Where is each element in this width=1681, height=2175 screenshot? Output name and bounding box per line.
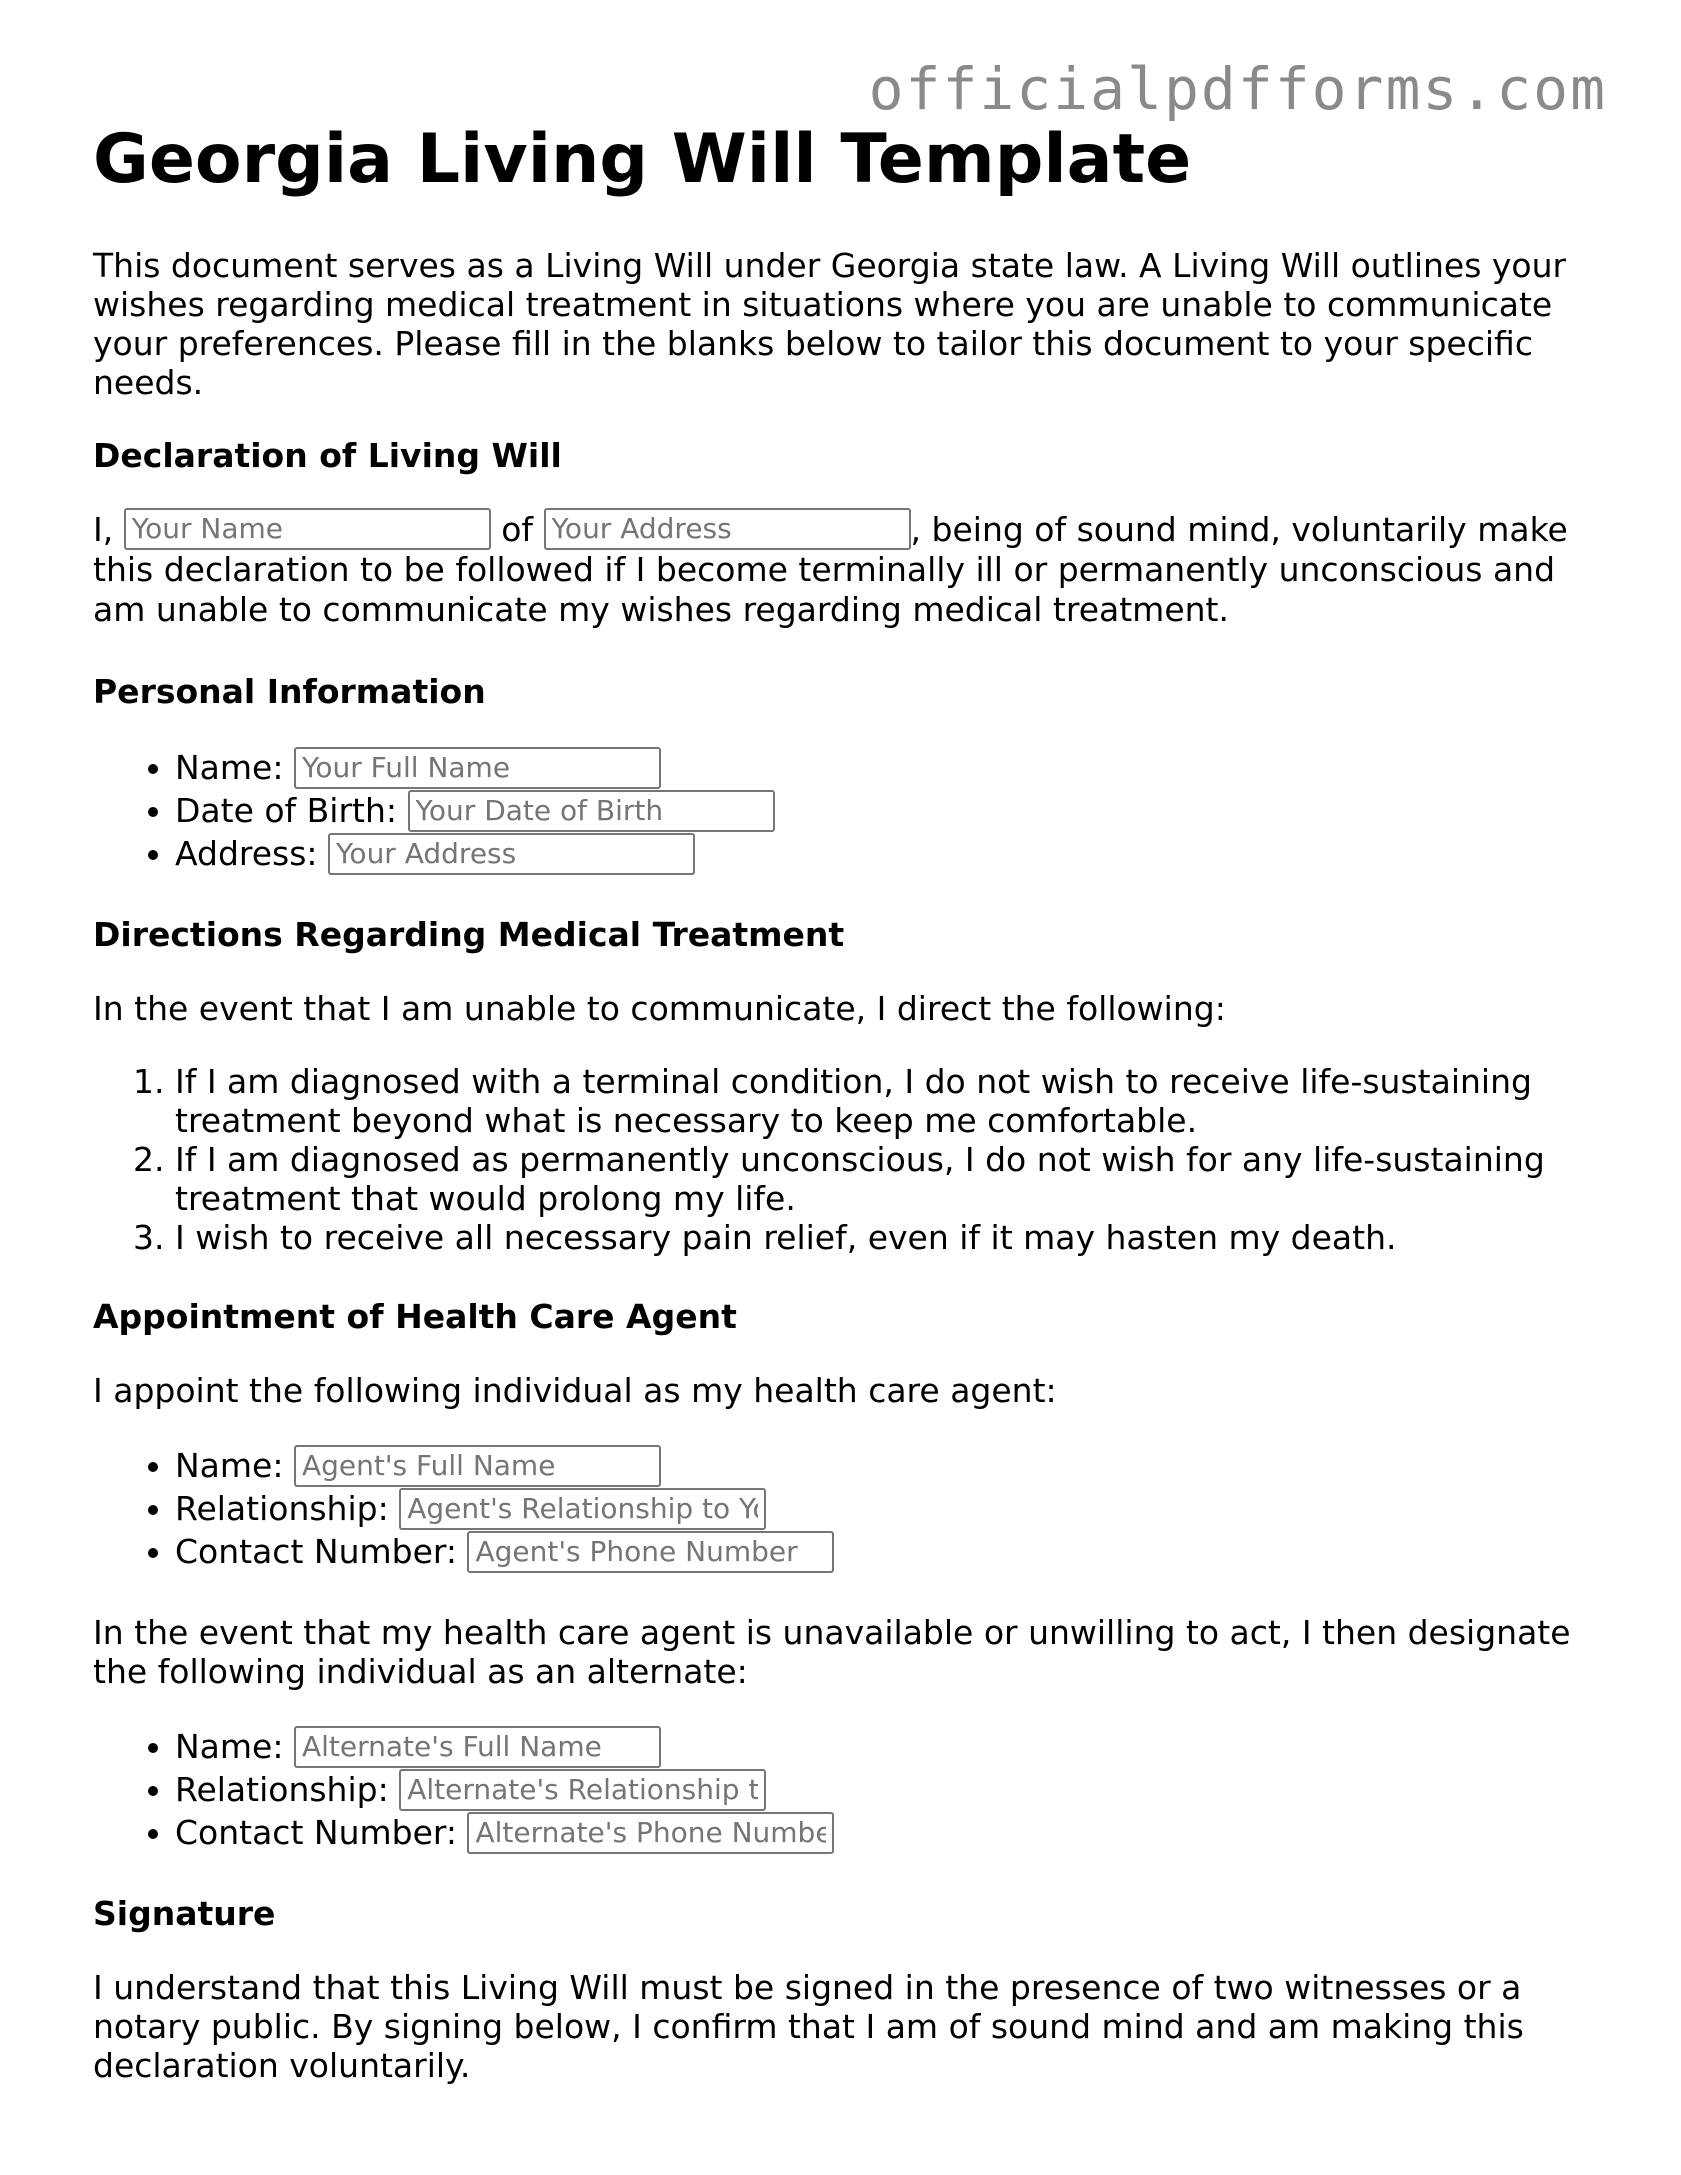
- page-title: Georgia Living Will Template: [93, 120, 1192, 199]
- list-item: [175, 1444, 1593, 1487]
- alternate-relationship-label: Relationship:: [175, 1770, 389, 1809]
- alternate-phone-input[interactable]: [467, 1812, 834, 1854]
- agent-phone-input[interactable]: [467, 1531, 834, 1573]
- list-item: [175, 1768, 1593, 1811]
- agent-relationship-label: Relationship:: [175, 1489, 389, 1528]
- directions-list: [93, 1062, 1593, 1257]
- list-item: [175, 1487, 1593, 1530]
- list-item: [175, 1725, 1593, 1768]
- alternate-contact-label: Contact Number:: [175, 1813, 457, 1852]
- declaration-paragraph: [93, 510, 1593, 630]
- signature-heading: Signature: [93, 1894, 276, 1933]
- list-item: [175, 1811, 1593, 1854]
- agent-intro: I appoint the following individual as my health care agent:: [93, 1371, 1057, 1410]
- document-page: [93, 118, 1593, 2119]
- address-input[interactable]: [328, 833, 695, 875]
- declaration-suffix: , being of sound mind, voluntarily make this declaration to be followed if I become terminally ill or permanently unconscious and am unable to communicate my wishes regarding medical treatment.: [93, 510, 1568, 629]
- agent-name-label: Name:: [175, 1446, 284, 1485]
- declaration-heading: Declaration of Living Will: [93, 436, 562, 475]
- list-item: [175, 789, 1593, 832]
- watermark: officialpdfforms.com: [868, 55, 1607, 123]
- direction-item: 3. I wish to receive all necessary pain relief, even if it may hasten my death.: [175, 1218, 1593, 1257]
- declaration-prefix: I,: [93, 510, 114, 549]
- agent-list: [93, 1444, 1593, 1573]
- direction-item: 2. If I am diagnosed as permanently unconscious, I do not wish for any life-sustaining treatment that would prolong my life.: [175, 1140, 1593, 1218]
- agent-relationship-input[interactable]: [399, 1488, 766, 1530]
- list-item: [175, 832, 1593, 875]
- dob-label: Date of Birth:: [175, 791, 398, 830]
- personal-info-heading: Personal Information: [93, 672, 486, 711]
- alternate-name-input[interactable]: [294, 1726, 661, 1768]
- agent-name-input[interactable]: [294, 1445, 661, 1487]
- address-label: Address:: [175, 834, 318, 873]
- full-name-input[interactable]: [294, 747, 661, 789]
- direction-item: 1. If I am diagnosed with a terminal condition, I do not wish to receive life-sustaining treatment beyond what is necessary to keep me comfortable.: [175, 1062, 1593, 1140]
- agent-contact-label: Contact Number:: [175, 1532, 457, 1571]
- alternate-name-label: Name:: [175, 1727, 284, 1766]
- declaration-of: of: [501, 510, 534, 549]
- agent-heading: Appointment of Health Care Agent: [93, 1297, 737, 1336]
- declarant-address-input[interactable]: [544, 508, 911, 550]
- date-of-birth-input[interactable]: [408, 790, 775, 832]
- declarant-name-input[interactable]: [124, 508, 491, 550]
- directions-intro: In the event that I am unable to communicate, I direct the following:: [93, 989, 1226, 1028]
- intro-paragraph: This document serves as a Living Will under Georgia state law. A Living Will outlines your wishes regarding medical treatment in situations where you are unable to communicate your preferences. Please fill in the blanks below to tailor this document to your specific needs.: [93, 246, 1567, 402]
- list-item: [175, 1530, 1593, 1573]
- alternate-list: [93, 1725, 1593, 1854]
- name-label: Name:: [175, 748, 284, 787]
- alternate-relationship-input[interactable]: [399, 1769, 766, 1811]
- personal-info-list: [93, 746, 1593, 875]
- alternate-intro: In the event that my health care agent is unavailable or unwilling to act, I then designate the following individual as an alternate:: [93, 1613, 1571, 1691]
- directions-heading: Directions Regarding Medical Treatment: [93, 915, 845, 954]
- signature-paragraph: I understand that this Living Will must be signed in the presence of two witnesses or a notary public. By signing below, I confirm that I am of sound mind and am making this declaration voluntarily.: [93, 1968, 1524, 2085]
- list-item: [175, 746, 1593, 789]
